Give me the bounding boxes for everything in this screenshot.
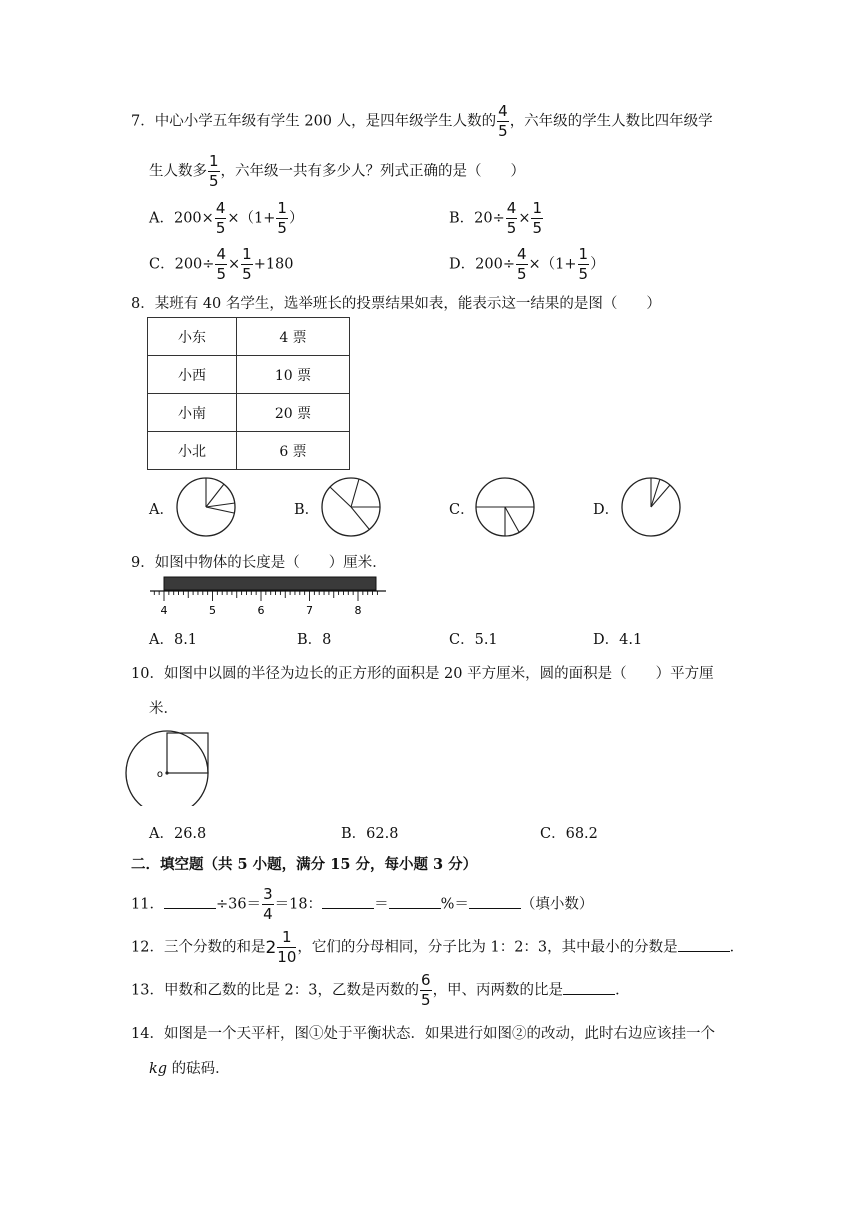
q7-option-c[interactable]: C．200÷ $\frac{4}{5}$ × $\frac{1}{5}$ +180 xyxy=(149,245,294,283)
ruler-label: 5 xyxy=(209,604,216,617)
votes-table xyxy=(147,317,350,470)
answer-blank[interactable] xyxy=(164,894,216,909)
ruler-label: 8 xyxy=(354,604,362,617)
table-cell: 20 票 xyxy=(237,394,350,432)
q8-option-d-label[interactable]: D． xyxy=(593,502,620,518)
q7-option-a[interactable]: A．200× $\frac{4}{5}$ ×（1+ $\frac{1}{5}$ ） xyxy=(149,199,304,237)
unit-kg: kg xyxy=(149,1061,168,1077)
pie-chart-d[interactable] xyxy=(620,476,682,538)
q7-line2 xyxy=(149,154,525,189)
q7-line1 xyxy=(131,104,713,139)
table-row xyxy=(148,356,350,394)
measured-object xyxy=(164,577,376,590)
table-cell: 小西 xyxy=(148,356,237,394)
q10-option-c[interactable]: C．68.2 xyxy=(540,826,598,842)
fraction: $\frac{4}{5}$ xyxy=(215,199,226,237)
table-cell: 4 票 xyxy=(237,318,350,356)
q9-text: 9．如图中物体的长度是（ ）厘米． xyxy=(131,555,387,571)
fraction: $\frac{1}{10}$ xyxy=(277,928,297,966)
q8-option-a-label[interactable]: A． xyxy=(149,502,174,518)
q11-line: 11． ÷36＝ $\frac{3}{4}$ ＝18： ＝ %＝ （填小数） xyxy=(131,885,594,923)
answer-blank[interactable] xyxy=(563,980,615,995)
fraction: $\frac{4}{5}$ xyxy=(516,245,527,283)
ruler-ticks xyxy=(154,591,377,601)
table-cell: 10 票 xyxy=(237,356,350,394)
q7-text-a: 中心小学五年级有学生 200 人，是四年级学生人数的 xyxy=(154,113,497,130)
q7-text-b: ，六年级的学生人数比四年级学 xyxy=(509,113,713,130)
q12-line: 12．三个分数的和是2 $\frac{1}{10}$ ，它们的分母相同，分子比为 1：2：3，其中最小的分数是 ． xyxy=(131,928,745,966)
q9-option-a[interactable]: A．8.1 xyxy=(149,632,198,648)
mixed-number: 2 $\frac{1}{10}$ xyxy=(265,928,297,966)
table-row xyxy=(148,318,350,356)
fraction: $\frac{4}{5}$ xyxy=(506,199,517,237)
q9-option-c[interactable]: C．5.1 xyxy=(449,632,498,648)
fraction: $\frac{4}{5}$ xyxy=(216,245,226,283)
q8-text: 8．某班有 40 名学生，选举班长的投票结果如表，能表示这一结果的是图（ ） xyxy=(131,296,661,312)
fraction: $\frac{4}{5}$ xyxy=(498,102,508,140)
pie-chart-b[interactable] xyxy=(320,476,382,538)
q10-line1: 10．如图中以圆的半径为边长的正方形的面积是 20 平方厘米，圆的面积是（ ）平方厘 xyxy=(131,666,714,682)
answer-blank[interactable] xyxy=(469,894,521,909)
q14-line1: 14．如图是一个天平杆，图①处于平衡状态．如果进行如图②的改动，此时右边应该挂一个 xyxy=(131,1026,715,1042)
q7-option-d[interactable]: D．200÷ $\frac{4}{5}$ ×（1+ $\frac{1}{5}$ ） xyxy=(449,245,605,283)
q9-option-d[interactable]: D．4.1 xyxy=(593,632,643,648)
q13-line: 13．甲数和乙数的比是 2：3，乙数是丙数的 $\frac{6}{5}$ ，甲、丙两数的比是 ． xyxy=(131,971,630,1009)
fraction: $\frac{1}{5}$ xyxy=(209,152,219,190)
table-cell: 小南 xyxy=(148,394,237,432)
answer-blank[interactable] xyxy=(389,894,441,909)
q7-option-b[interactable]: B．20÷ $\frac{4}{5}$ × $\frac{1}{5}$ xyxy=(449,199,543,237)
q14-line2: kg 的砝码． xyxy=(149,1061,230,1077)
answer-blank[interactable] xyxy=(678,937,730,952)
ruler-label: 4 xyxy=(160,604,168,617)
table-row xyxy=(148,394,350,432)
table-cell: 小北 xyxy=(148,432,237,470)
q8-option-c-label[interactable]: C． xyxy=(449,502,475,518)
section-title: 二．填空题（共 5 小题，满分 15 分，每小题 3 分） xyxy=(131,856,478,873)
q10-option-a[interactable]: A．26.8 xyxy=(149,826,207,842)
q7-number: 7． xyxy=(131,113,155,130)
pie-chart-a[interactable] xyxy=(175,476,237,538)
q8-option-b-label[interactable]: B． xyxy=(294,502,320,518)
fraction: $\frac{6}{5}$ xyxy=(421,971,431,1009)
q10-option-b[interactable]: B．62.8 xyxy=(341,826,399,842)
answer-blank[interactable] xyxy=(322,894,374,909)
fraction: $\frac{1}{5}$ xyxy=(578,245,589,283)
q7-text-d: ，六年级一共有多少人？列式正确的是（ ） xyxy=(220,163,526,180)
q10-line2: 米． xyxy=(149,701,178,717)
table-cell: 6 票 xyxy=(237,432,350,470)
ruler-label: 7 xyxy=(306,604,313,617)
fraction: $\frac{1}{5}$ xyxy=(532,199,543,237)
fraction: $\frac{1}{5}$ xyxy=(277,199,287,237)
pie-chart-c[interactable] xyxy=(474,476,536,538)
circle-square-figure xyxy=(122,728,214,806)
ruler-figure xyxy=(150,572,390,620)
fraction: $\frac{3}{4}$ xyxy=(263,885,273,923)
q9-option-b[interactable]: B．8 xyxy=(297,632,332,648)
q7-text-c: 生人数多 xyxy=(149,163,207,180)
fraction: $\frac{1}{5}$ xyxy=(242,245,252,283)
table-row xyxy=(148,432,350,470)
center-label: o xyxy=(156,769,163,780)
table-cell: 小东 xyxy=(148,318,237,356)
ruler-label: 6 xyxy=(257,604,265,617)
